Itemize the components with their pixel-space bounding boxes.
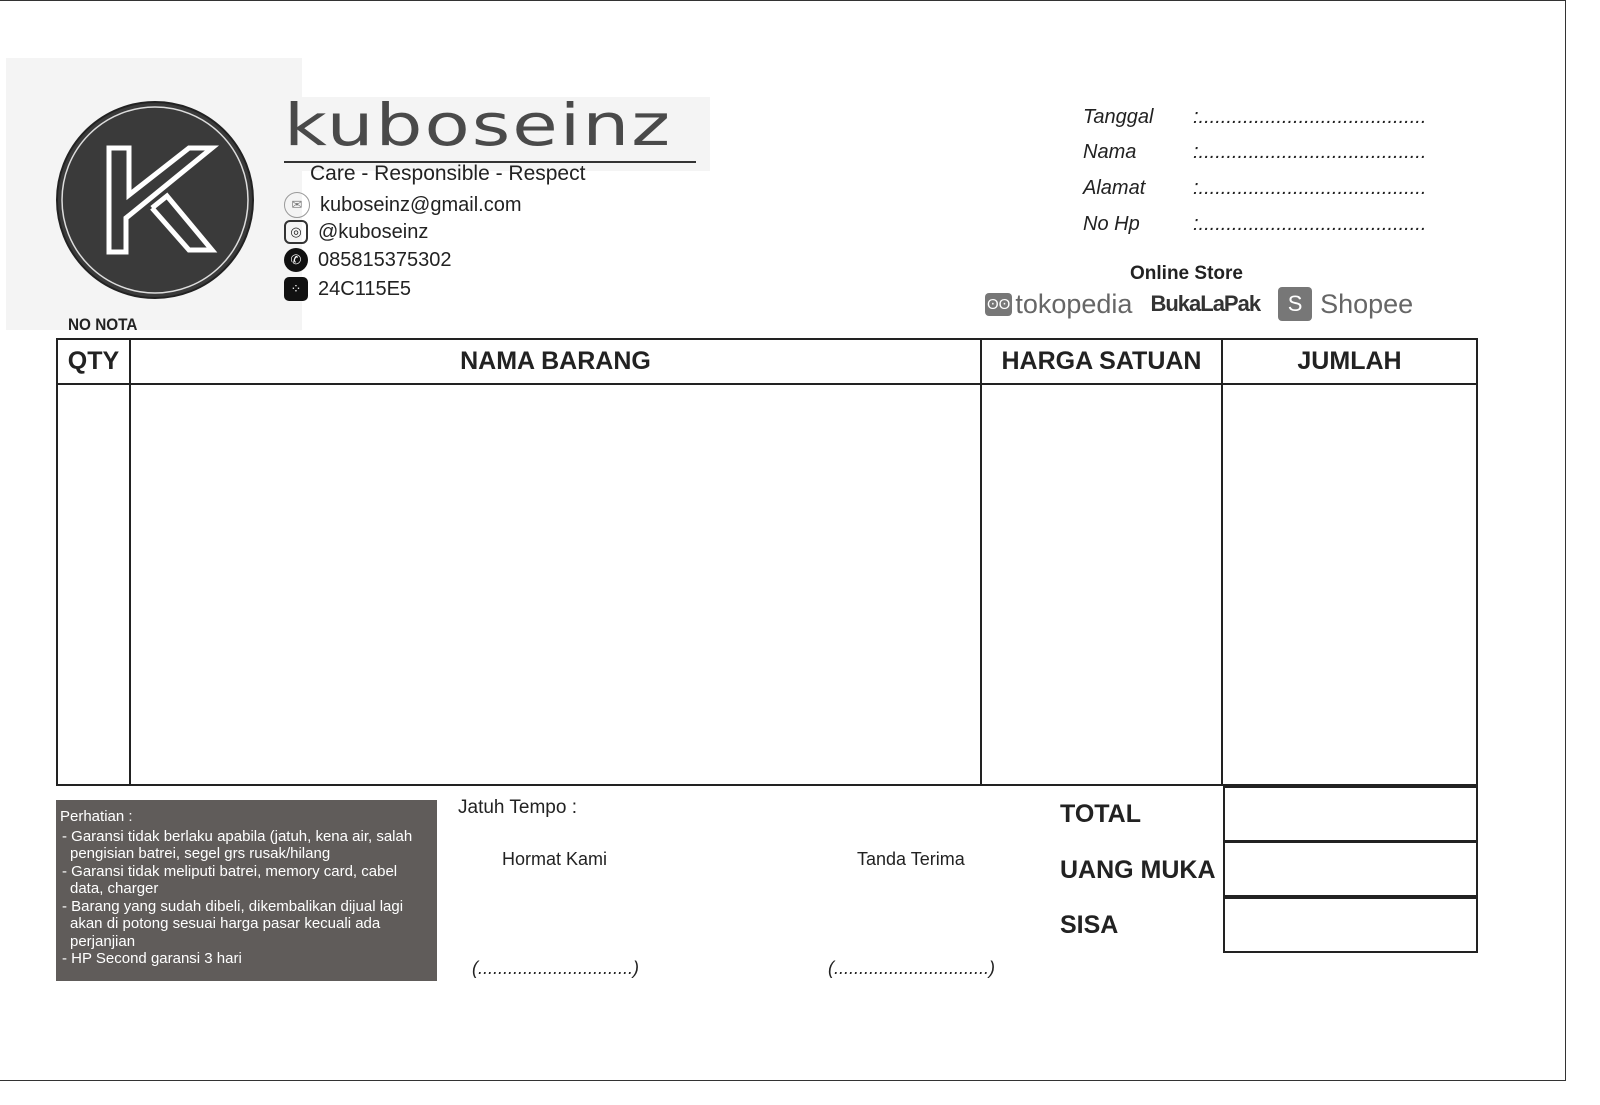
contact-instagram [284,220,428,244]
online-store-title: Online Store [1130,263,1243,284]
field-alamat[interactable] [1083,177,1426,200]
note-item: - Barang yang sudah dibeli, dikembalikan dijual lagi akan di potong sesuai harga pasar kecuali ada perjanjian [62,897,404,950]
bukalapak-logo: BukaLaPak [1150,291,1261,316]
total-label: TOTAL [1060,800,1142,828]
tokopedia-logo [985,289,1132,320]
tokopedia-text: tokopedia [1015,288,1133,319]
contact-email-text: kuboseinz@gmail.com [320,193,522,216]
jatuh-tempo-label: Jatuh Tempo : [458,797,578,818]
note-item: - Garansi tidak meliputi batrei, memory card, cabel data, charger [62,862,398,897]
uang-muka-value-box[interactable] [1223,841,1478,897]
field-blank: :......................................... [1193,177,1427,199]
online-store-logos [985,287,1413,321]
brand-tagline: Care - Responsible - Respect [310,162,586,185]
header-jumlah: JUMLAH [1222,339,1477,384]
field-no-hp[interactable] [1083,213,1426,236]
instagram-icon: ◎ [284,220,308,244]
contact-whatsapp [284,248,451,272]
field-label: Alamat [1083,177,1146,199]
sisa-label: SISA [1060,911,1119,939]
tokopedia-owl-icon: ʘʘ [985,293,1012,316]
contact-instagram-text: @kuboseinz [318,220,429,243]
field-label: Tanggal [1083,106,1154,128]
contact-email [284,192,522,218]
notes-title: Perhatian : [60,808,133,825]
field-label: Nama [1083,141,1137,163]
field-nama[interactable] [1083,141,1426,164]
note-item: - Garansi tidak berlaku apabila (jatuh, kena air, salah pengisian batrei, segel grs rusak/hilang [62,827,413,862]
harga-satuan-cell[interactable] [981,384,1222,785]
shopee-logo [1278,287,1413,321]
field-blank: :......................................... [1193,141,1427,163]
table-header [57,339,1477,384]
contact-bbm-text: 24C115E5 [318,277,412,300]
note-item: - HP Second garansi 3 hari [62,950,242,967]
contact-whatsapp-text: 085815375302 [318,248,452,271]
tanda-terima-signature-line: (...............................) [828,958,996,978]
sisa-value-box[interactable] [1223,897,1478,953]
field-label: No Hp [1083,213,1140,235]
field-tanggal[interactable] [1083,106,1426,129]
nama-barang-cell[interactable] [130,384,981,785]
qty-cell[interactable] [57,384,130,785]
mail-icon: ✉ [284,192,310,218]
jumlah-cell[interactable] [1222,384,1477,785]
header-qty: QTY [57,339,130,384]
notes-box [56,800,437,981]
total-value-box[interactable] [1223,786,1478,842]
items-table [56,338,1478,786]
brand-name: kuboseinz [284,92,673,160]
hormat-kami-label: Hormat Kami [502,849,608,869]
field-blank: :......................................... [1193,213,1427,235]
bbm-icon: ⁘ [284,277,308,301]
logo-k-icon [54,100,256,300]
shopee-text: Shopee [1320,288,1414,319]
whatsapp-icon: ✆ [284,248,308,272]
shopee-bag-icon: S [1278,287,1312,321]
no-nota-label: NO NOTA [68,315,138,334]
table-row [57,384,1477,785]
contact-bbm [284,277,411,301]
hormat-kami-signature-line: (...............................) [472,958,640,978]
uang-muka-label: UANG MUKA [1060,856,1216,884]
tanda-terima-label: Tanda Terima [857,849,965,869]
header-nama-barang: NAMA BARANG [130,339,981,384]
header-harga-satuan: HARGA SATUAN [981,339,1222,384]
field-blank: :......................................... [1193,106,1427,128]
